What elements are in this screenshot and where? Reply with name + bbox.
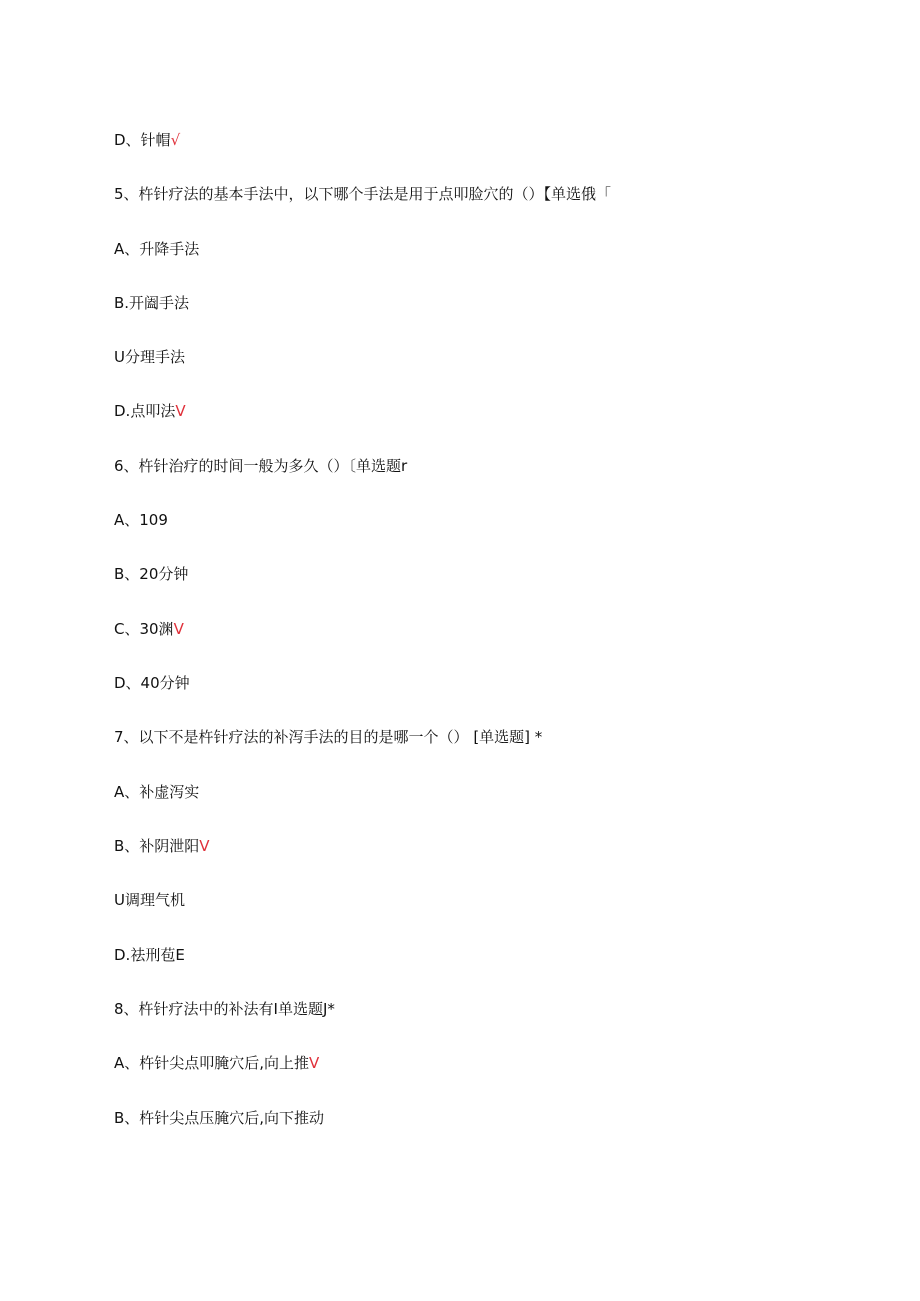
option-text: A、补虚泻实 bbox=[114, 783, 200, 801]
option-text: B、20分钟 bbox=[114, 565, 189, 583]
answer-check-mark: V bbox=[199, 837, 210, 855]
option-c-q6 bbox=[114, 619, 184, 639]
option-d-q6 bbox=[114, 673, 190, 693]
question-5 bbox=[114, 184, 611, 204]
option-a-q6 bbox=[114, 510, 168, 530]
option-text: D.点叩法 bbox=[114, 402, 176, 420]
question-6 bbox=[114, 456, 407, 476]
option-c-q7 bbox=[114, 890, 185, 910]
option-text: D.祛刑苞E bbox=[114, 946, 185, 964]
option-text: U调理气机 bbox=[114, 891, 185, 909]
option-d-q7 bbox=[114, 945, 185, 965]
option-d-q5 bbox=[114, 401, 186, 421]
option-text: B、补阴泄阳 bbox=[114, 837, 200, 855]
question-text: 8、杵针疗法中的补法有I单选题J* bbox=[114, 1000, 335, 1018]
question-text: 6、杵针治疗的时间一般为多久（）〔单选题r bbox=[114, 457, 408, 475]
question-text: 5、杵针疗法的基本手法中，以下哪个手法是用于点叩脸穴的（）【单选俄「 bbox=[114, 185, 612, 203]
option-text: C、30渊 bbox=[114, 620, 174, 638]
question-text: 7、以下不是杵针疗法的补泻手法的目的是哪一个（） [单选题] * bbox=[114, 728, 543, 746]
question-7 bbox=[114, 727, 542, 747]
answer-check-mark: V bbox=[173, 620, 184, 638]
option-b-q8 bbox=[114, 1108, 324, 1128]
option-d-q4 bbox=[114, 130, 180, 150]
answer-check-mark: √ bbox=[170, 131, 181, 149]
option-b-q7 bbox=[114, 836, 210, 856]
option-text: U分理手法 bbox=[114, 348, 185, 366]
option-text: A、109 bbox=[114, 511, 168, 529]
question-8 bbox=[114, 999, 335, 1019]
option-text: D、40分钟 bbox=[114, 674, 190, 692]
option-a-q8 bbox=[114, 1053, 319, 1073]
option-text: B、杵针尖点压腌穴后,向下推动 bbox=[114, 1109, 325, 1127]
option-b-q5 bbox=[114, 293, 189, 313]
answer-check-mark: V bbox=[309, 1054, 320, 1072]
option-text: D、针帽 bbox=[114, 131, 171, 149]
option-text: A、升降手法 bbox=[114, 240, 200, 258]
option-a-q7 bbox=[114, 782, 199, 802]
option-text: B.开阖手法 bbox=[114, 294, 190, 312]
answer-check-mark: V bbox=[175, 402, 186, 420]
option-a-q5 bbox=[114, 239, 199, 259]
option-text: A、杵针尖点叩腌穴后,向上推 bbox=[114, 1054, 310, 1072]
option-c-q5 bbox=[114, 347, 185, 367]
option-b-q6 bbox=[114, 564, 188, 584]
